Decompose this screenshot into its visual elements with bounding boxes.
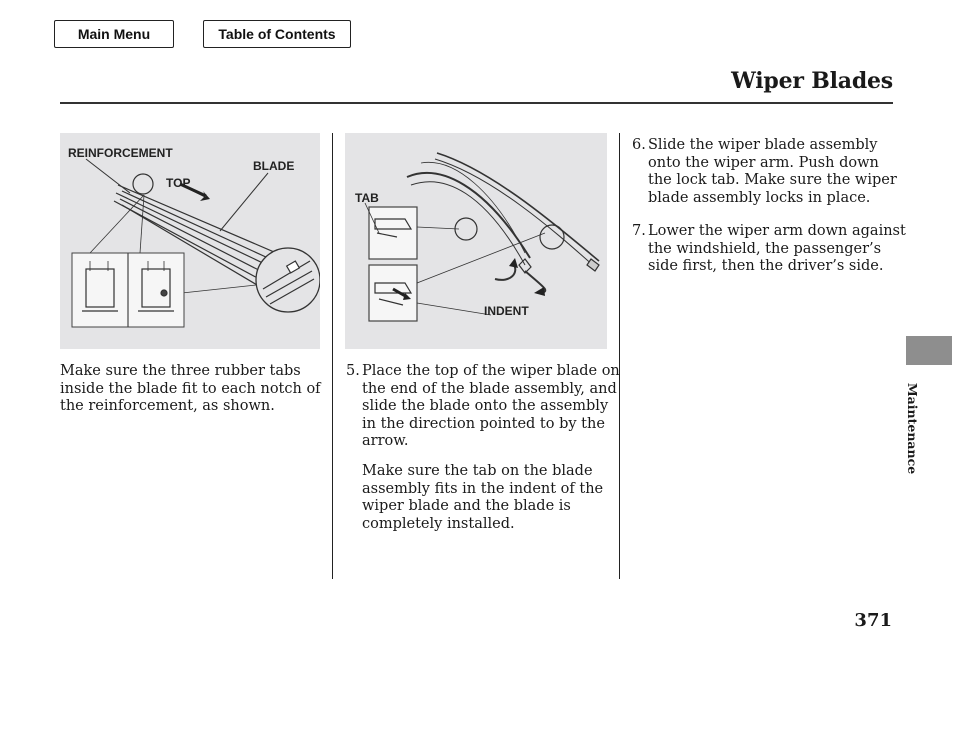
- blade-install-drawing: [345, 133, 607, 349]
- rubber-tabs-note: [60, 363, 321, 416]
- tab-indent-note: [362, 463, 603, 533]
- section-label: [893, 382, 933, 474]
- step-7: [632, 223, 906, 276]
- step-number: 7.: [632, 223, 646, 239]
- step-number: 5.: [346, 363, 360, 379]
- step-number: 6.: [632, 137, 646, 153]
- text-line: arrow.: [362, 433, 409, 449]
- table-of-contents-button[interactable]: Table of Contents: [203, 20, 351, 48]
- text-line: side first, then the driver’s side.: [648, 258, 884, 274]
- text-line: onto the wiper arm. Push down: [648, 154, 879, 171]
- text-line: inside the blade fit to each notch of: [60, 380, 321, 397]
- text-line: the windshield, the passenger’s: [648, 240, 882, 257]
- step-5: [346, 363, 620, 451]
- text-line: completely installed.: [362, 515, 515, 532]
- text-line: the lock tab. Make sure the wiper: [648, 172, 897, 188]
- text-line: slide the blade onto the assembly: [362, 398, 609, 414]
- text-line: Slide the wiper blade assembly: [648, 137, 878, 153]
- text-line: Place the top of the wiper blade on: [362, 363, 620, 379]
- blade-label: BLADE: [253, 159, 295, 173]
- page-title: Wiper Blades: [731, 68, 893, 94]
- text-line: the end of the blade assembly, and: [362, 380, 617, 397]
- tab-label: TAB: [355, 191, 379, 205]
- page-number: 371: [854, 610, 892, 631]
- blade-install-illustration: [345, 133, 607, 349]
- reinforcement-label: REINFORCEMENT: [68, 146, 173, 160]
- text-line: Lower the wiper arm down against: [648, 223, 906, 239]
- title-divider: [60, 102, 893, 104]
- section-tab-marker: [906, 336, 952, 365]
- indent-label: INDENT: [484, 304, 529, 318]
- column-divider-1: [332, 133, 333, 579]
- main-menu-button[interactable]: Main Menu: [54, 20, 174, 48]
- text-line: in the direction pointed to by the: [362, 415, 605, 432]
- text-line: blade assembly locks in place.: [648, 189, 871, 206]
- column-divider-2: [619, 133, 620, 579]
- text-line: Make sure the tab on the blade: [362, 463, 593, 479]
- text-line: Make sure the three rubber tabs: [60, 363, 301, 379]
- text-line: wiper blade and the blade is: [362, 498, 571, 514]
- top-label: TOP: [166, 176, 191, 190]
- section-label-text: Maintenance: [905, 382, 921, 474]
- text-line: assembly fits in the indent of the: [362, 480, 604, 497]
- step-6: [632, 137, 897, 207]
- text-line: the reinforcement, as shown.: [60, 398, 275, 414]
